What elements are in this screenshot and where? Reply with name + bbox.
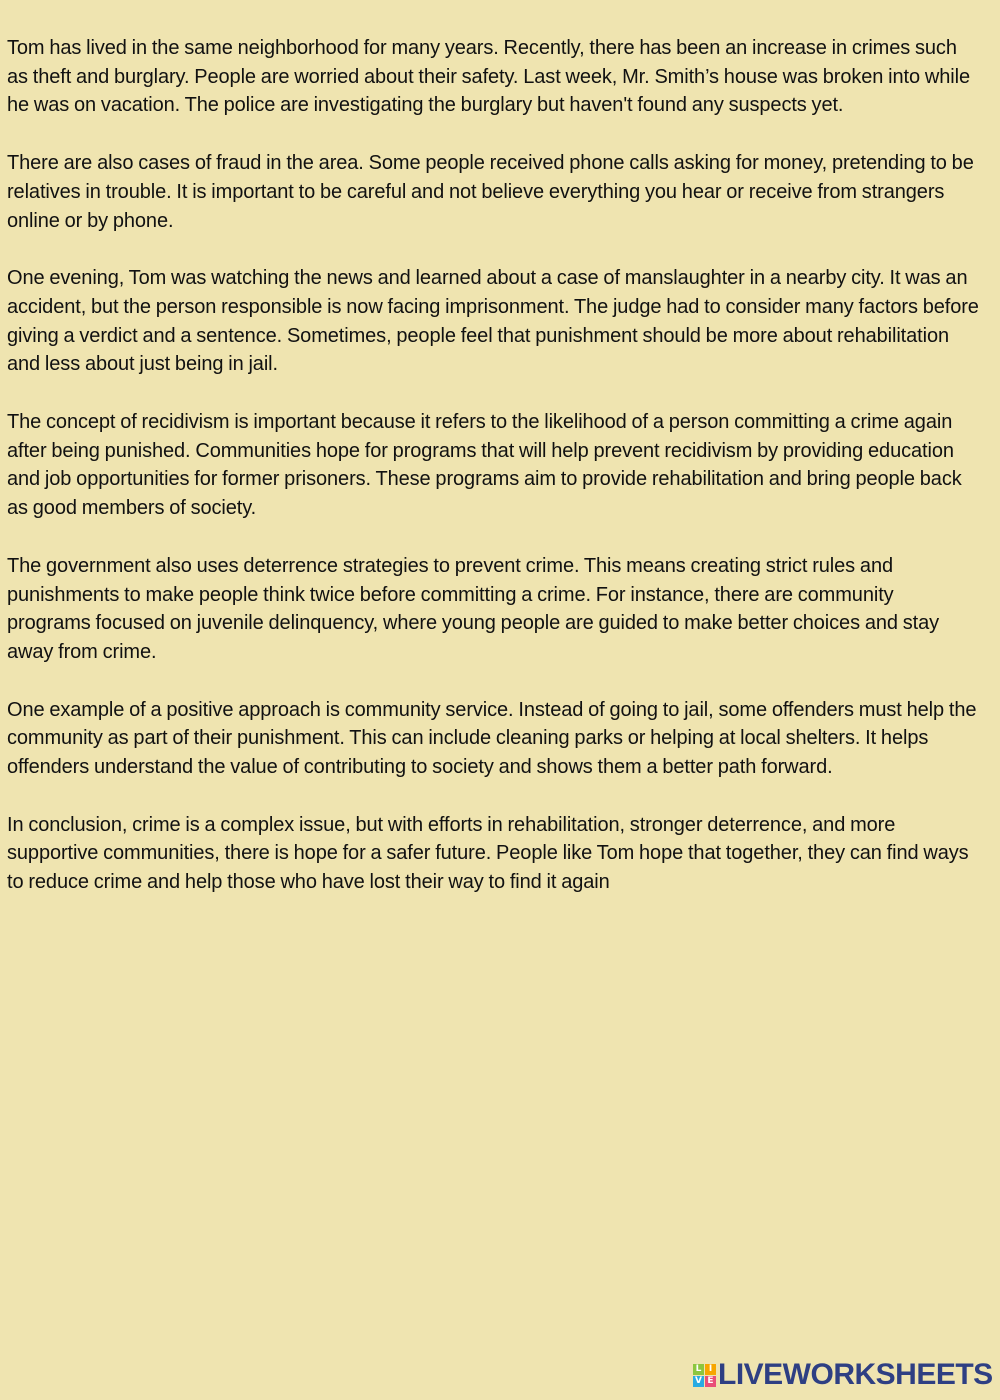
liveworksheets-logo-text: LIVEWORKSHEETS bbox=[718, 1358, 993, 1391]
liveworksheets-logo-icon bbox=[693, 1364, 716, 1387]
worksheet-text bbox=[7, 34, 982, 926]
paragraph-2: There are also cases of fraud in the area. Some people received phone calls asking for money, pretending to be relatives in trouble. It is important to be careful and not believe everything you hear or receive from strangers online or by phone. bbox=[7, 152, 974, 232]
paragraph-1: Tom has lived in the same neighborhood for many years. Recently, there has been an increase in crimes such as theft and burglary. People are worried about their safety. Last week, Mr. Smith’s house was broken into while he was on vacation. The police are investigating the burglary but haven't found any suspects yet. bbox=[7, 37, 970, 117]
paragraph-3: One evening, Tom was watching the news and learned about a case of manslaughter in a nearby city. It was an accident, but the person responsible is now facing imprisonment. The judge had to consider many factors before giving a verdict and a sentence. Sometimes, people feel that punishment should be more about rehabilitation and less about just being in jail. bbox=[7, 267, 979, 376]
logo-cell-e: E bbox=[705, 1376, 716, 1387]
paragraph-5: The government also uses deterrence strategies to prevent crime. This means creating strict rules and punishments to make people think twice before committing a crime. For instance, there are community programs focused on juvenile delinquency, where young people are guided to make better choices and stay away from crime. bbox=[7, 554, 940, 663]
logo-cell-l: L bbox=[693, 1364, 704, 1375]
logo-cell-v: V bbox=[693, 1376, 704, 1387]
logo-cell-i: I bbox=[705, 1364, 716, 1375]
paragraph-7: In conclusion, crime is a complex issue, but with efforts in rehabilitation, stronger deterrence, and more supportive communities, there is hope for a safer future. People like Tom hope that together, they can find ways to reduce crime and help those who have lost their way to find it again bbox=[7, 813, 969, 894]
paragraph-6: One example of a positive approach is community service. Instead of going to jail, some offenders must help the community as part of their punishment. This can include cleaning parks or helping at local shelters. It helps offenders understand the value of contributing to society and shows them a better path forward. bbox=[7, 698, 977, 779]
paragraph-4: The concept of recidivism is important because it refers to the likelihood of a person committing a crime again after being punished. Communities hope for programs that will help prevent recidivism by providing education and job opportunities for former prisoners. These programs aim to provide rehabilitation and bring people back as good members of society. bbox=[7, 411, 962, 520]
liveworksheets-logo[interactable] bbox=[693, 1360, 993, 1390]
